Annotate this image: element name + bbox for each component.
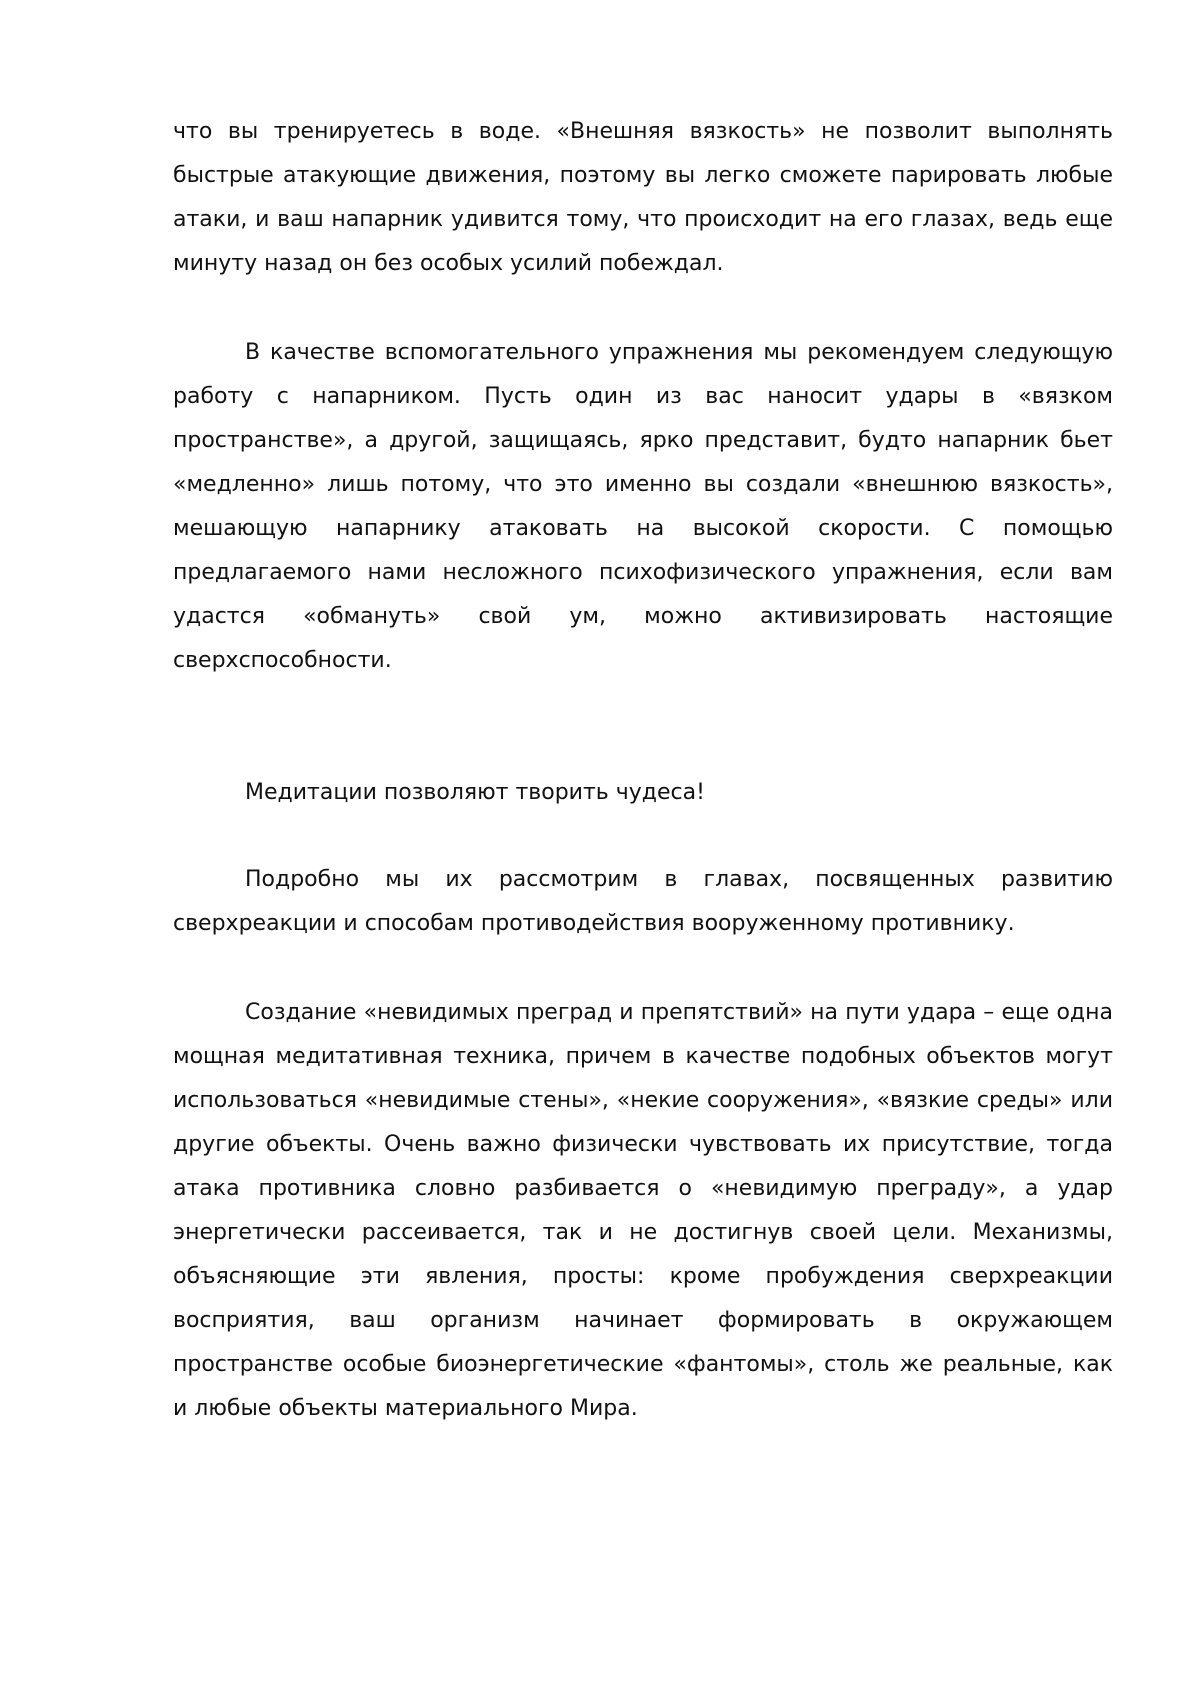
paragraph-auxiliary-exercise: В качестве вспомогательного упражнения мы рекомендуем следующую работу с напарником. Пусть один из вас наносит удары в «вязком пространстве», а другой, защищаясь, ярко представит, будто напарник бьет «медленно» лишь потому, что это именно вы создали «внешнюю вязкость», мешающую напарнику атаковать на высокой скорости. С помощью предлагаемого нами несложного психофизического упражнения, если вам удастся «обмануть» свой ум, можно активизировать настоящие сверхспособности. bbox=[173, 340, 1113, 673]
paragraph-invisible-barriers: Создание «невидимых преград и препятствий» на пути удара – еще одна мощная медитативная техника, причем в качестве подобных объектов могут использоваться «невидимые стены», «некие сооружения», «вязкие среды» или другие объекты. Очень важно физически чувствовать их присутствие, тогда атака противника словно разбивается о «невидимую преграду», а удар энергетически рассеивается, так и не достигнув своей цели. Механизмы, объясняющие эти явления, просты: кроме пробуждения сверхреакции восприятия, ваш организм начинает формировать в окружающем пространстве особые биоэнергетические «фантомы», столь же реальные, как и любые объекты материального Мира. bbox=[173, 1000, 1113, 1421]
paragraph-chapters-reference: Подробно мы их рассмотрим в главах, посвященных развитию сверхреакции и способам противодействия вооруженному противнику. bbox=[173, 867, 1113, 936]
paragraph-continuation: что вы тренируетесь в воде. «Внешняя вязкость» не позволит выполнять быстрые атакующие движения, поэтому вы легко сможете парировать любые атаки, и ваш напарник удивится тому, что происходит на его глазах, ведь еще минуту назад он без особых усилий побеждал. bbox=[173, 119, 1113, 276]
paragraph-meditation-statement: Медитации позволяют творить чудеса! bbox=[245, 780, 705, 805]
